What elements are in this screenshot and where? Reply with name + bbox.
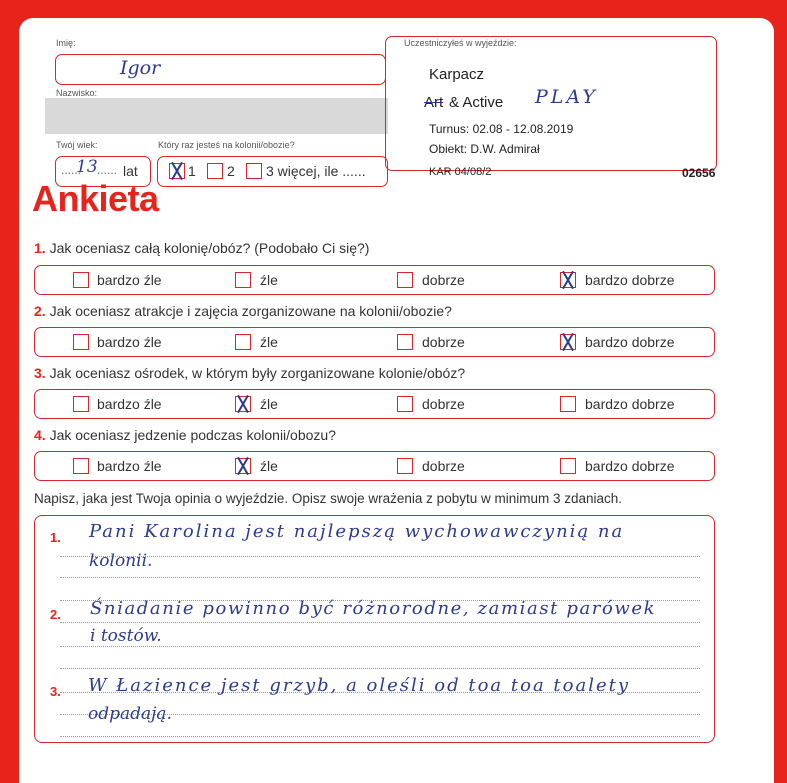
q3-checkbox-bardzo-zle[interactable] [73,396,89,412]
opinion-rule [60,577,700,578]
q2-option-label: bardzo dobrze [585,334,675,350]
q2-option-label: bardzo źle [97,334,162,350]
q3-checkbox-bardzo-dobrze[interactable] [560,396,576,412]
q3-option-label: bardzo źle [97,396,162,412]
q3-option-label: bardzo dobrze [585,396,675,412]
q3-checkbox-dobrze[interactable] [397,396,413,412]
age-label: Twój wiek: [56,140,98,150]
trip-label: Uczestniczyłeś w wyjeździe: [404,38,517,48]
opinion-3-line-1: W Łazience jest grzyb, a oleśli od toa toa toalety [88,675,631,696]
opinion-1-line-2: kolonii. [89,551,153,571]
trip-obiekt: Obiekt: D.W. Admirał [429,142,540,156]
q3-option-label: źle [260,396,278,412]
opinion-number-3: 3. [50,684,61,699]
q2-checkbox-zle[interactable] [235,334,251,350]
times-label: Który raz jesteś na kolonii/obozie? [158,140,295,150]
q1-checkbox-bardzo-dobrze[interactable] [560,272,576,288]
opinion-rule [60,736,700,737]
times-option-1: 1 [188,163,196,179]
opinion-3-line-2: odpadają. [88,704,172,724]
age-unit: lat [123,163,138,179]
q4-checkbox-bardzo-dobrze[interactable] [560,458,576,474]
q1-checkbox-dobrze[interactable] [397,272,413,288]
survey-title: Ankieta [32,178,159,219]
surname-redaction [45,98,388,134]
opinion-rule [60,668,700,669]
opinion-2-line-1: Śniadanie powinno być różnorodne, zamiast parówek [90,598,657,619]
name-label: Imię: [56,38,76,48]
trip-turnus: Turnus: 02.08 - 12.08.2019 [429,122,574,136]
q1-checkbox-bardzo-zle[interactable] [73,272,89,288]
times-checkbox-3[interactable] [246,163,262,179]
opinion-1-line-1: Pani Karolina jest najlepszą wychowawczynią na [89,521,625,542]
q2-checkbox-bardzo-zle[interactable] [73,334,89,350]
opinion-prompt: Napisz, jaka jest Twoja opinia o wyjeździe. Opisz swoje wrażenia z pobytu w minimum 3 zdaniach. [34,491,623,506]
name-field[interactable] [55,54,386,85]
question-1: 1. Jak oceniasz całą kolonię/obóz? (Podobało Ci się?) [34,240,370,256]
q4-checkbox-dobrze[interactable] [397,458,413,474]
q1-option-label: bardzo źle [97,272,162,288]
q2-checkbox-dobrze[interactable] [397,334,413,350]
trip-number: 02656 [682,166,716,180]
trip-name-rest: & Active [449,94,504,111]
times-checkbox-2[interactable] [207,163,223,179]
times-option-3: 3 więcej, ile ...... [266,163,366,179]
age-dots-after: ...... [97,163,118,177]
trip-name-handwritten: PLAY [535,86,598,108]
question-3: 3. Jak oceniasz ośrodek, w którym były zorganizowane kolonie/obóz? [34,365,466,381]
q1-option-label: dobrze [422,272,465,288]
trip-name-struck: Art [424,94,444,111]
q4-option-label: bardzo dobrze [585,458,675,474]
opinion-rule [60,646,700,647]
opinion-rule [60,556,700,557]
trip-code: KAR 04/08/2 [429,166,492,178]
opinion-rule [60,622,700,623]
q4-checkbox-zle[interactable] [235,458,251,474]
surname-label: Nazwisko: [56,88,98,98]
age-dots-before: ...... [61,163,82,177]
question-4: 4. Jak oceniasz jedzenie podczas kolonii/obozu? [34,427,336,443]
q4-option-label: źle [260,458,278,474]
age-value: 13 [76,157,98,177]
trip-city: Karpacz [429,66,485,83]
q1-option-label: bardzo dobrze [585,272,675,288]
q1-checkbox-zle[interactable] [235,272,251,288]
times-option-2: 2 [227,163,235,179]
times-checkbox-1[interactable] [169,163,185,179]
q3-option-label: dobrze [422,396,465,412]
q2-option-label: dobrze [422,334,465,350]
q2-option-label: źle [260,334,278,350]
q4-option-label: bardzo źle [97,458,162,474]
q4-checkbox-bardzo-zle[interactable] [73,458,89,474]
q3-checkbox-zle[interactable] [235,396,251,412]
q1-option-label: źle [260,272,278,288]
name-value: Igor [120,57,161,79]
q4-option-label: dobrze [422,458,465,474]
opinion-2-line-2: i tostów. [90,626,162,646]
opinion-number-1: 1. [50,530,61,545]
opinion-number-2: 2. [50,607,61,622]
question-2: 2. Jak oceniasz atrakcje i zajęcia zorganizowane na kolonii/obozie? [34,303,452,319]
q2-checkbox-bardzo-dobrze[interactable] [560,334,576,350]
